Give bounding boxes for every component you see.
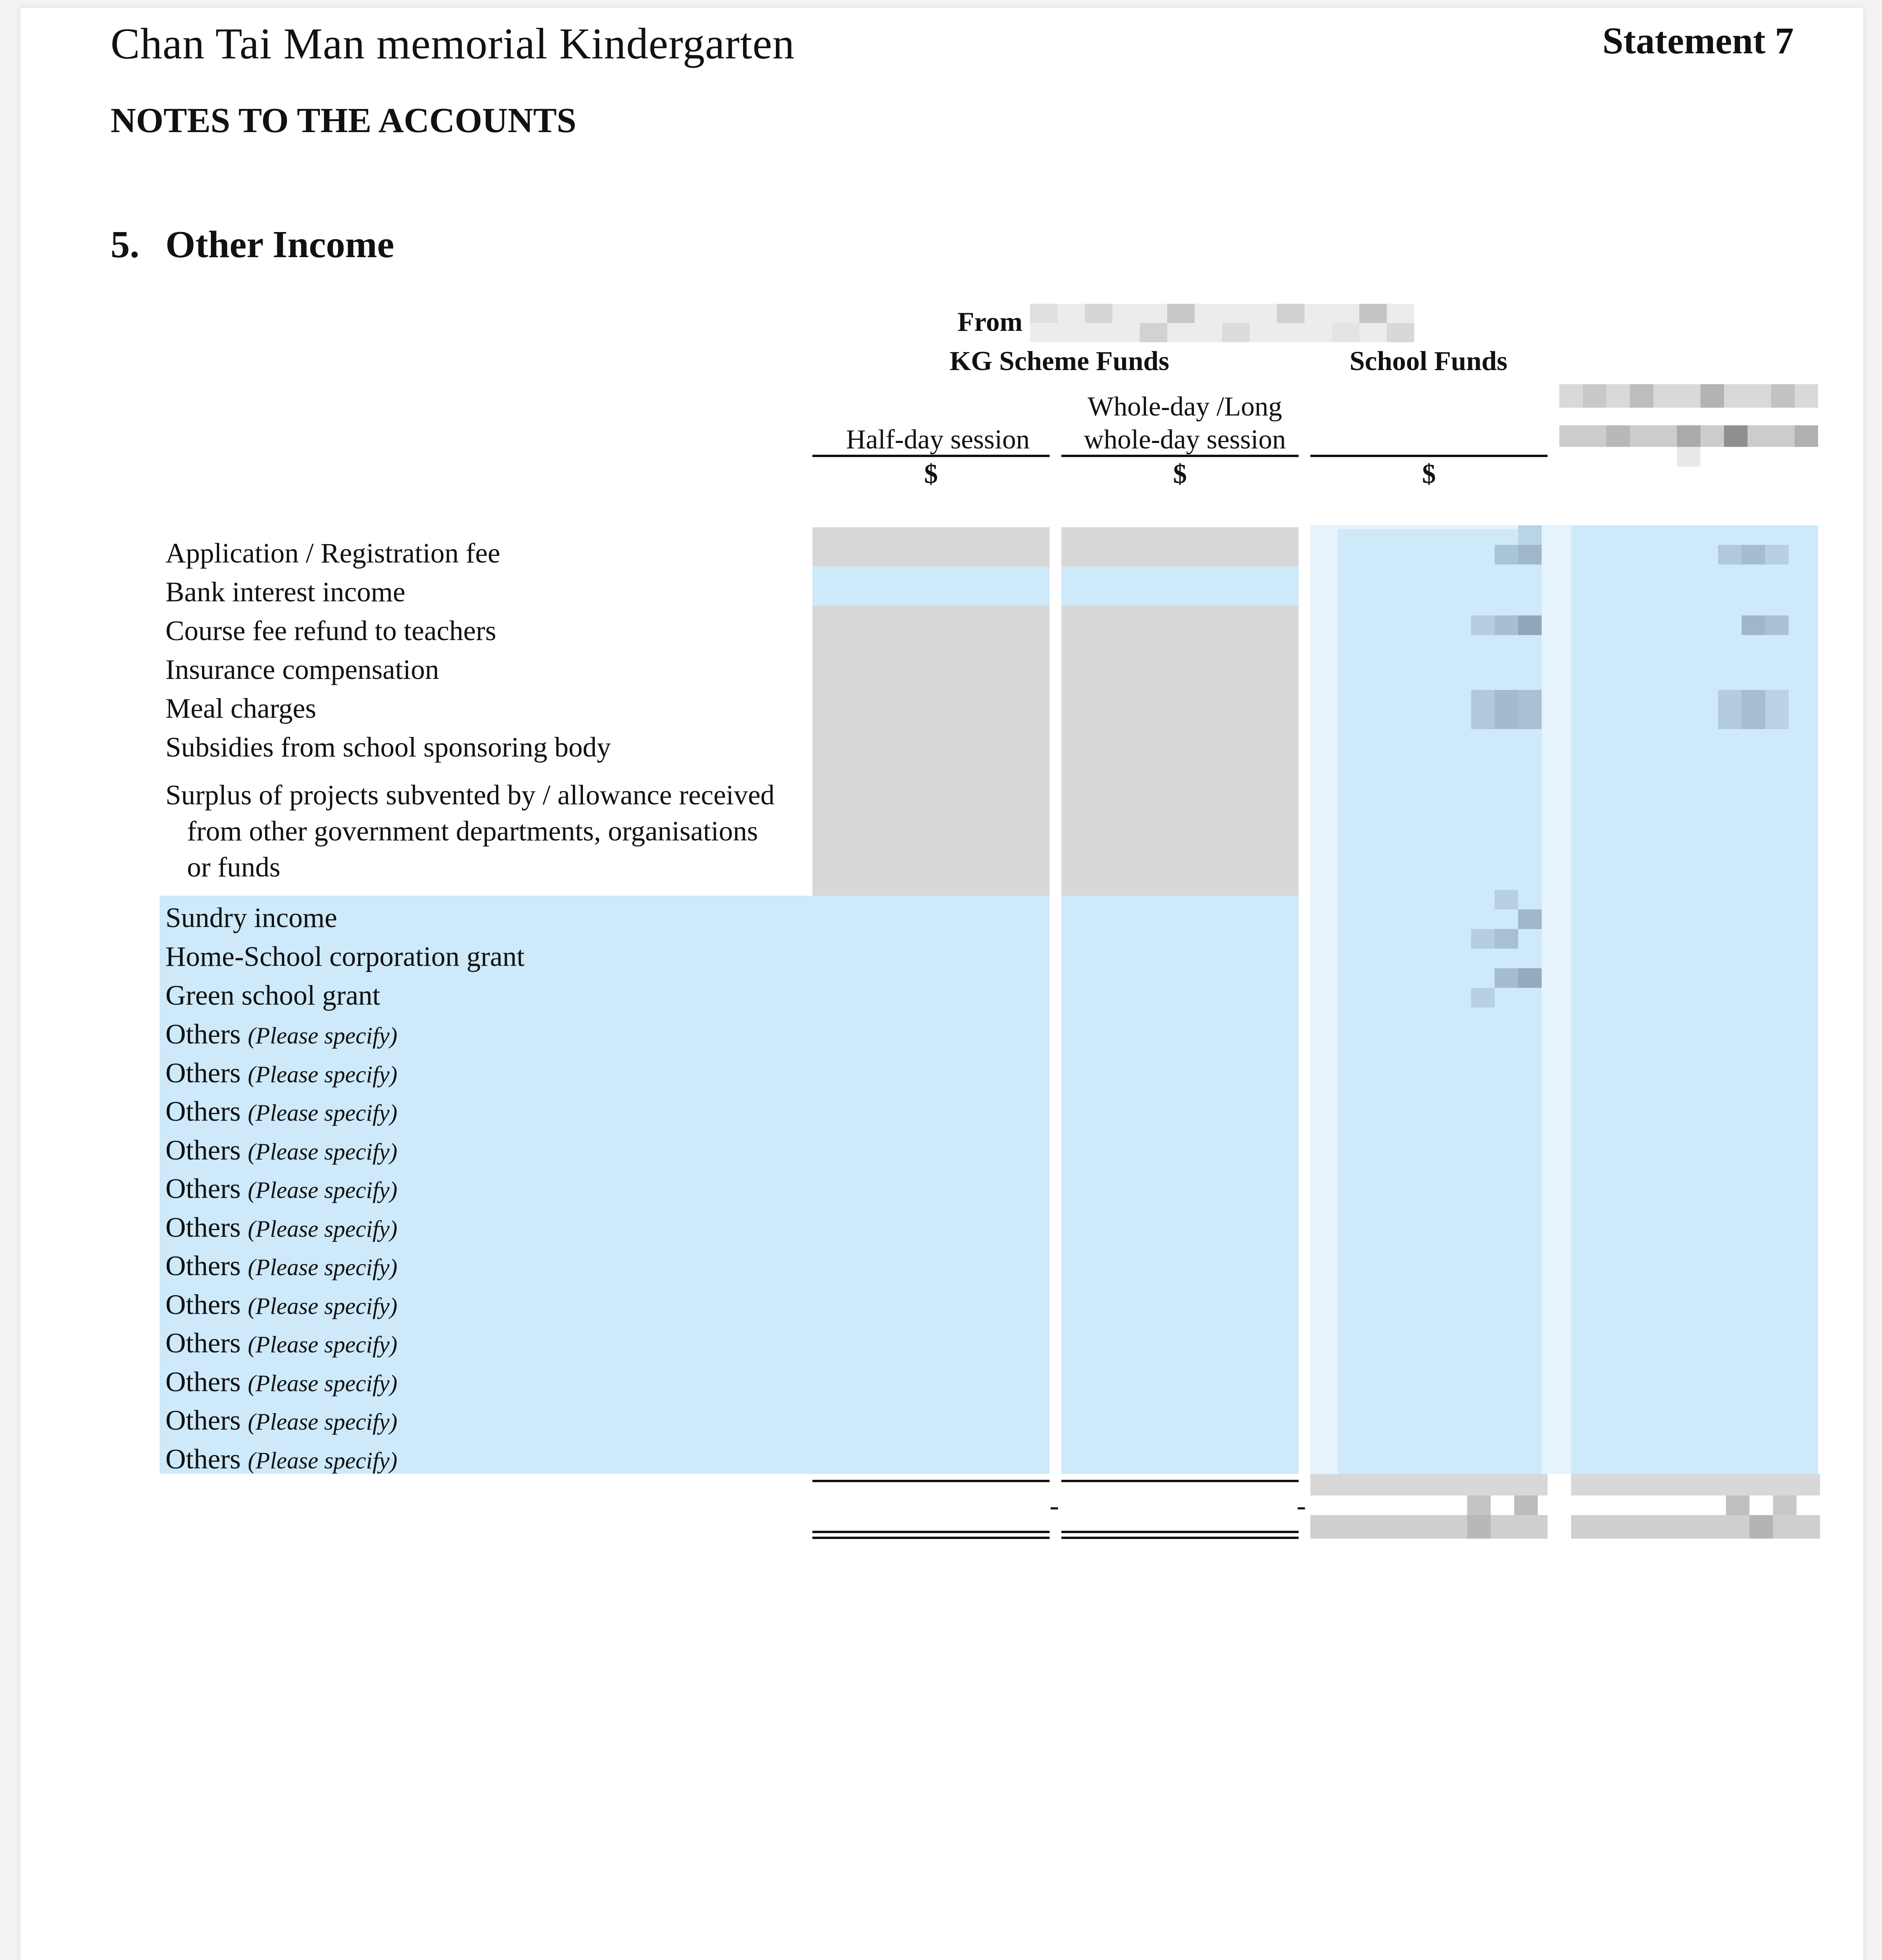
others-label: Others <box>165 1327 241 1359</box>
school-funds-currency: $ <box>1422 459 1436 489</box>
others-label: Others <box>165 1443 241 1475</box>
redacted-column-header <box>1559 384 1818 466</box>
others-hint: (Please specify) <box>247 1332 398 1357</box>
section-number: 5. <box>111 223 140 266</box>
half-day-currency: $ <box>924 459 938 489</box>
half-day-total-rule-bottom1 <box>812 1531 1050 1533</box>
row-home-school-grant: Home-School corporation grant <box>165 941 525 972</box>
whole-day-total-rule-top <box>1061 1480 1299 1482</box>
notes-title: NOTES TO THE ACCOUNTS <box>111 101 576 140</box>
others-hint: (Please specify) <box>247 1216 398 1242</box>
row-bank-interest: Bank interest income <box>165 576 405 608</box>
others-label: Others <box>165 1405 241 1436</box>
half-day-cells-locked <box>812 606 1050 896</box>
row-others-7[interactable] <box>165 1252 397 1280</box>
whole-day-header-line1: Whole-day /Long <box>1088 392 1282 422</box>
half-day-cell-bank-interest[interactable] <box>812 566 1050 606</box>
half-day-total: - <box>1050 1490 1059 1521</box>
whole-day-header-rule <box>1061 455 1299 457</box>
school-funds-redacted-values <box>1471 525 1550 1019</box>
half-day-header: Half-day session <box>846 425 1030 455</box>
row-others-3[interactable] <box>165 1097 397 1125</box>
row-sundry-income: Sundry income <box>165 902 337 933</box>
others-label: Others <box>165 1250 241 1281</box>
row-others-1[interactable] <box>165 1020 397 1048</box>
row-others-5[interactable] <box>165 1174 397 1203</box>
row-others-4[interactable] <box>165 1136 397 1164</box>
others-label: Others <box>165 1289 241 1320</box>
section-title: Other Income <box>165 223 394 266</box>
others-hint: (Please specify) <box>247 1177 398 1203</box>
statement-page <box>20 8 1863 1960</box>
from-label: From <box>957 307 1023 337</box>
others-hint: (Please specify) <box>247 1100 398 1126</box>
others-hint: (Please specify) <box>247 1023 398 1049</box>
row-application-fee: Application / Registration fee <box>165 537 500 569</box>
others-label: Others <box>165 1211 241 1243</box>
row-project-surplus-line1: Surplus of projects subvented by / allowance received <box>165 779 775 811</box>
whole-day-cells-input[interactable] <box>1061 896 1299 1474</box>
row-others-2[interactable] <box>165 1059 397 1087</box>
row-others-8[interactable] <box>165 1290 397 1319</box>
school-funds-inner-lower <box>1338 1082 1542 1474</box>
half-day-total-rule-top <box>812 1480 1050 1482</box>
others-hint: (Please specify) <box>247 1293 398 1319</box>
whole-day-total-rule-bottom1 <box>1061 1531 1299 1533</box>
school-name: Chan Tai Man memorial Kindergarten <box>111 20 795 68</box>
school-funds-header: School Funds <box>1350 346 1508 376</box>
fourth-col-redacted-values <box>1718 525 1820 729</box>
row-others-10[interactable] <box>165 1368 397 1396</box>
others-label: Others <box>165 1134 241 1166</box>
row-project-surplus-line2: from other government departments, organisations <box>187 815 758 847</box>
others-label: Others <box>165 1366 241 1397</box>
half-day-total-rule-bottom2 <box>812 1537 1050 1539</box>
others-label: Others <box>165 1173 241 1204</box>
row-meal-charges: Meal charges <box>165 693 316 724</box>
row-others-6[interactable] <box>165 1213 397 1241</box>
whole-day-cells-locked <box>1061 606 1299 896</box>
half-day-header-rule <box>812 455 1050 457</box>
school-funds-header-rule <box>1310 455 1548 457</box>
others-hint: (Please specify) <box>247 1061 398 1087</box>
others-hint: (Please specify) <box>247 1370 398 1396</box>
whole-day-total: - <box>1297 1490 1306 1521</box>
row-sponsor-subsidies: Subsidies from school sponsoring body <box>165 731 611 763</box>
row-others-11[interactable] <box>165 1406 397 1434</box>
row-insurance-compensation: Insurance compensation <box>165 654 439 685</box>
others-label: Others <box>165 1018 241 1050</box>
fourth-col-gap <box>1548 525 1571 1474</box>
half-day-cells-input[interactable] <box>812 896 1050 1474</box>
redacted-totals <box>1310 1474 1820 1543</box>
others-label: Others <box>165 1096 241 1127</box>
whole-day-cell-application <box>1061 527 1299 566</box>
kg-scheme-funds-header: KG Scheme Funds <box>950 346 1170 376</box>
others-hint: (Please specify) <box>247 1409 398 1435</box>
others-hint: (Please specify) <box>247 1138 398 1165</box>
whole-day-total-rule-bottom2 <box>1061 1537 1299 1539</box>
half-day-cell-application <box>812 527 1050 566</box>
redacted-year <box>1030 304 1414 342</box>
whole-day-currency: $ <box>1173 459 1187 489</box>
whole-day-cell-bank-interest[interactable] <box>1061 566 1299 606</box>
row-others-9[interactable] <box>165 1329 397 1357</box>
row-green-school-grant: Green school grant <box>165 980 380 1011</box>
row-course-fee-refund: Course fee refund to teachers <box>165 615 496 646</box>
others-hint: (Please specify) <box>247 1447 398 1474</box>
whole-day-header-line2: whole-day session <box>1084 425 1286 455</box>
statement-number: Statement 7 <box>1602 20 1794 62</box>
others-label: Others <box>165 1057 241 1089</box>
row-others-12[interactable] <box>165 1445 397 1473</box>
row-project-surplus <box>165 777 832 885</box>
row-project-surplus-line3: or funds <box>187 851 280 883</box>
others-hint: (Please specify) <box>247 1254 398 1280</box>
